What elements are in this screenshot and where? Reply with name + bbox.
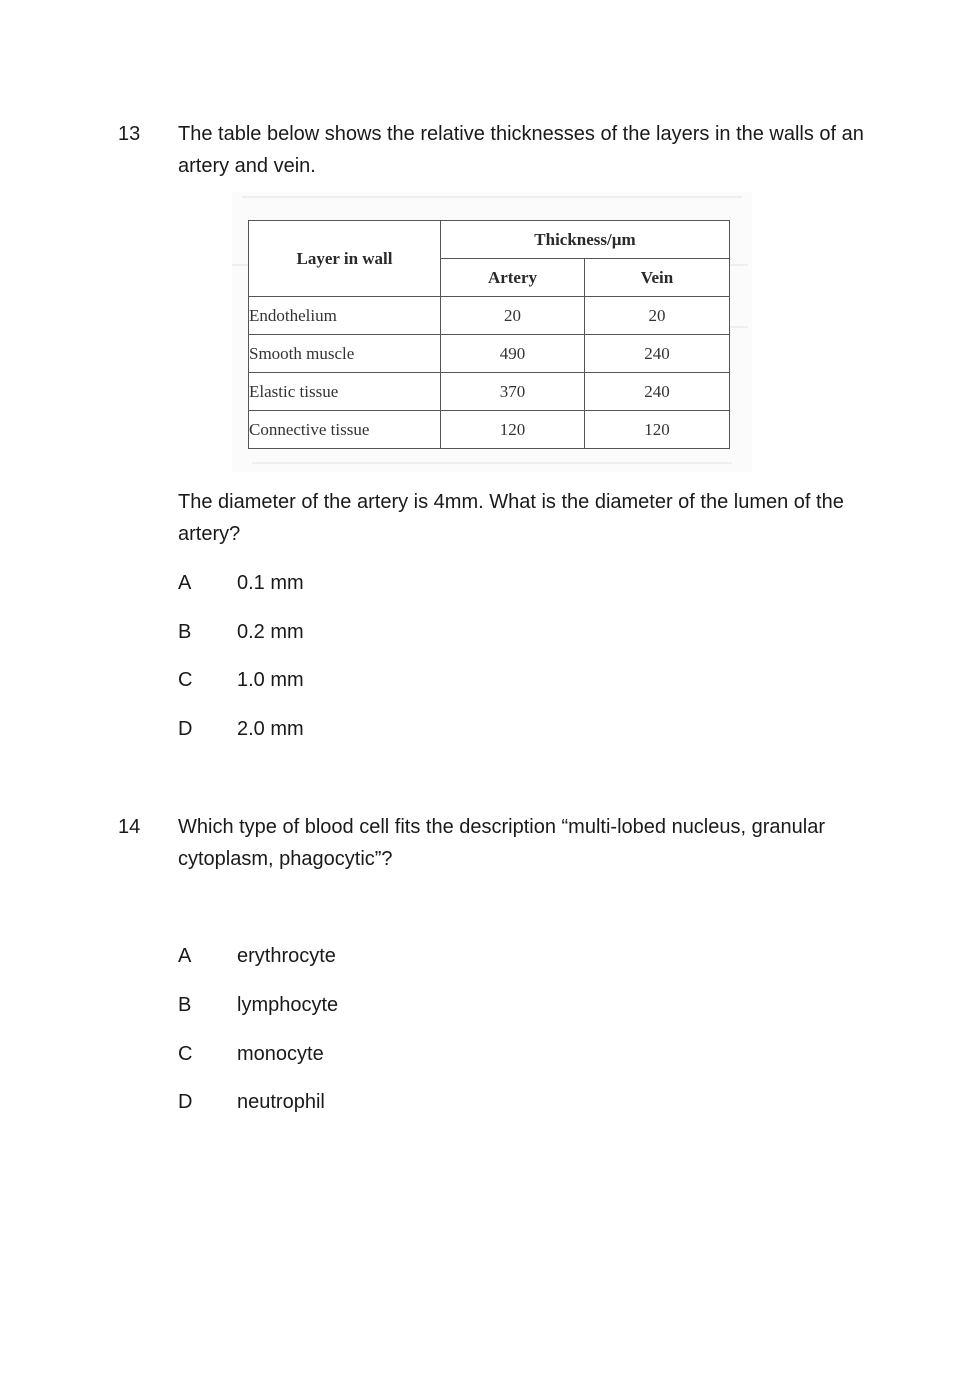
table-row: [249, 297, 730, 335]
row-artery-value: 20: [441, 297, 585, 335]
thickness-table: [248, 220, 730, 449]
option-letter: C: [178, 669, 193, 691]
table-header-row: [249, 221, 730, 259]
scan-noise-line: [728, 264, 748, 266]
header-vein: Vein: [585, 259, 730, 297]
option-text: 1.0 mm: [237, 669, 304, 691]
question-13-prompt: The diameter of the artery is 4mm. What is the diameter of the lumen of the artery?: [178, 491, 844, 545]
option-text: lymphocyte: [237, 994, 339, 1016]
option-text: 0.1 mm: [237, 572, 304, 594]
option-letter: A: [178, 945, 192, 967]
row-layer-name: Connective tissue: [249, 411, 441, 449]
row-artery-value: 490: [441, 335, 585, 373]
scan-noise-line: [252, 462, 732, 464]
row-vein-value: 20: [585, 297, 730, 335]
row-vein-value: 120: [585, 411, 730, 449]
row-artery-value: 120: [441, 411, 585, 449]
option-text: monocyte: [237, 1043, 324, 1065]
question-13-text: The table below shows the relative thicknesses of the layers in the walls of an artery and vein.: [178, 123, 864, 177]
row-vein-value: 240: [585, 373, 730, 411]
header-layer-in-wall: Layer in wall: [249, 221, 441, 297]
scan-noise-line: [242, 196, 742, 198]
option-letter: A: [178, 572, 192, 594]
row-vein-value: 240: [585, 335, 730, 373]
option-letter: B: [178, 994, 192, 1016]
question-14-number: 14: [118, 816, 141, 838]
option-text: neutrophil: [237, 1091, 325, 1113]
scan-noise-line: [728, 326, 748, 328]
header-artery: Artery: [441, 259, 585, 297]
row-layer-name: Elastic tissue: [249, 373, 441, 411]
question-14-text: Which type of blood cell fits the description “multi-lobed nucleus, granular cytoplasm, phagocytic”?: [178, 816, 825, 870]
row-layer-name: Smooth muscle: [249, 335, 441, 373]
option-letter: C: [178, 1043, 193, 1065]
option-text: erythrocyte: [237, 945, 336, 967]
option-text: 2.0 mm: [237, 718, 304, 740]
option-letter: B: [178, 621, 192, 643]
option-text: 0.2 mm: [237, 621, 304, 643]
question-13-number: 13: [118, 123, 141, 145]
table-row: [249, 373, 730, 411]
option-letter: D: [178, 1091, 193, 1113]
table-row: [249, 411, 730, 449]
row-layer-name: Endothelium: [249, 297, 441, 335]
header-thickness: Thickness/µm: [441, 221, 730, 259]
table-row: [249, 335, 730, 373]
option-letter: D: [178, 718, 193, 740]
row-artery-value: 370: [441, 373, 585, 411]
